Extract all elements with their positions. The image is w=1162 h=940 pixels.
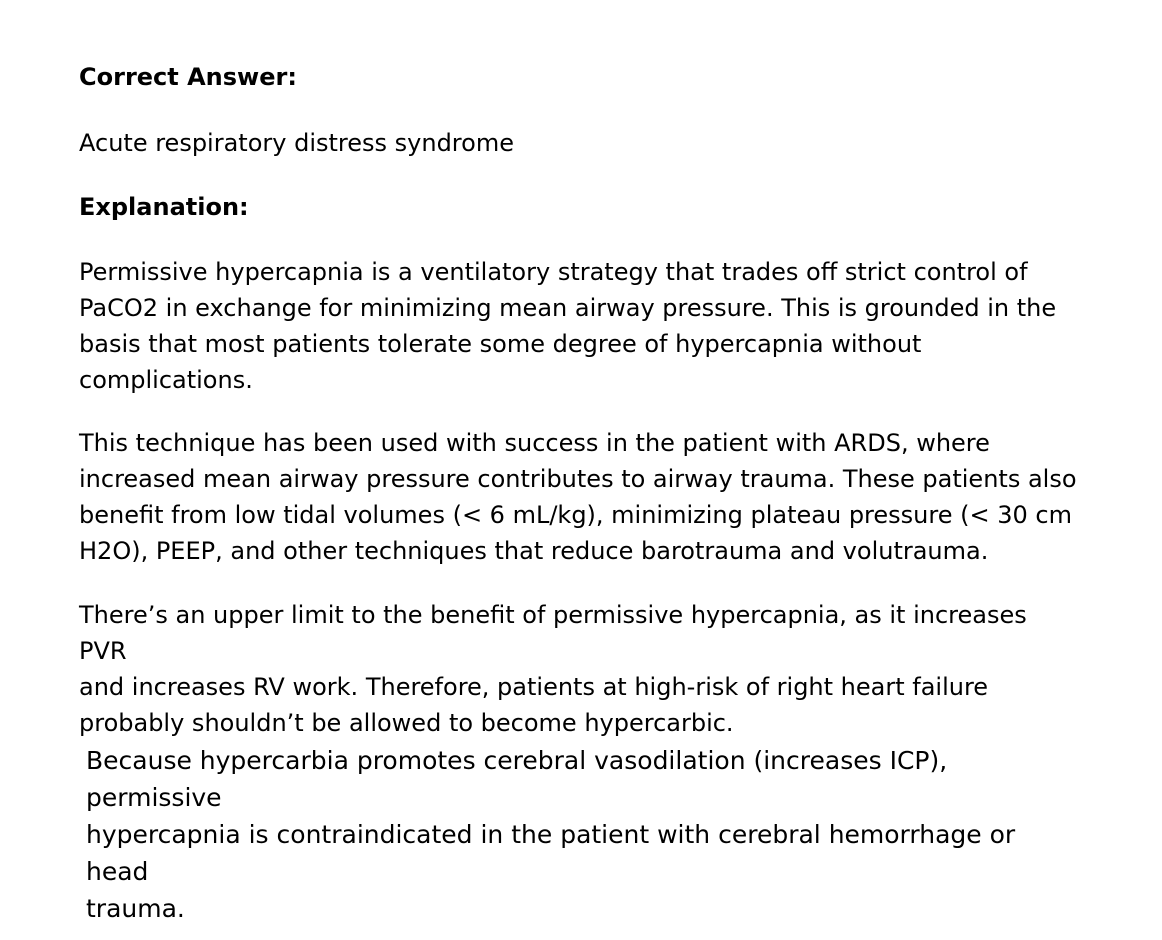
correct-answer-value: Acute respiratory distress syndrome [79, 129, 514, 157]
explanation-paragraph-1: Permissive hypercapnia is a ventilatory strategy that trades off strict control of PaCO2 in exchange for minimizing mean airway pressure. This is grounded in the basis that most patients tolerate some degree of hypercapnia without complications. [79, 258, 1057, 394]
explanation-paragraph-2: This technique has been used with success in the patient with ARDS, where increased mean airway pressure contributes to airway trauma. These patients also benefit from low tidal volumes (< 6 mL/kg), minimizing plateau pressure (< 30 cm H2O), PEEP, and other techniques that reduce barotrauma and volutrauma. [79, 429, 1077, 565]
explanation-paragraph-4: Because hypercarbia promotes cerebral vasodilation (increases ICP), permissive hypercapnia is contraindicated in the patient with cerebral hemorrhage or head trauma. [86, 746, 1016, 923]
explanation-paragraph-3: There’s an upper limit to the benefit of permissive hypercapnia, as it increases PVR and increases RV work. Therefore, patients at high-risk of right heart failure probably shouldn’t be allowed to become hypercarbic. [79, 601, 1027, 737]
explanation-label: Explanation: [79, 193, 249, 221]
correct-answer-label: Correct Answer: [79, 63, 297, 91]
